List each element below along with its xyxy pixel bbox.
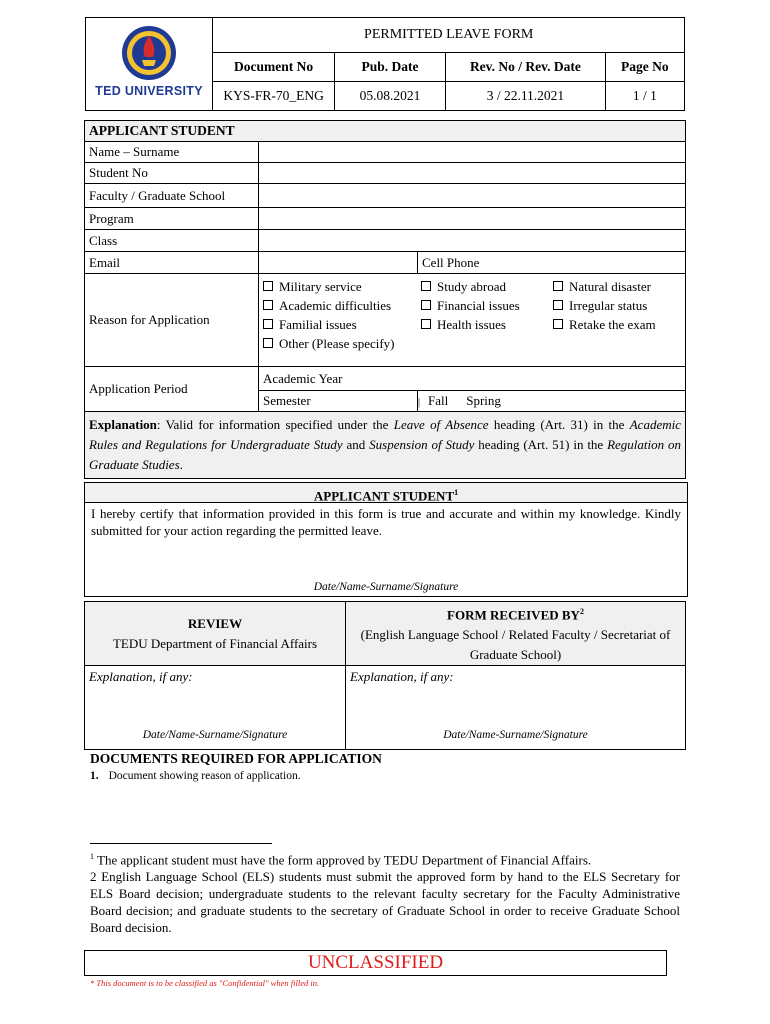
reason-retake[interactable]: Retake the exam xyxy=(553,315,656,334)
review-header: REVIEW TEDU Department of Financial Affairs xyxy=(85,602,346,666)
field-input-class[interactable] xyxy=(259,230,686,252)
field-input-faculty[interactable] xyxy=(259,184,686,208)
academic-year-label: Academic Year xyxy=(259,367,686,391)
university-logo-icon xyxy=(120,24,178,82)
checkbox-icon[interactable] xyxy=(421,300,431,310)
applicant-section-title: APPLICANT STUDENT xyxy=(85,121,686,142)
reason-health[interactable]: Health issues xyxy=(421,315,520,334)
footnote-divider xyxy=(90,843,272,844)
field-label-student-no: Student No xyxy=(85,163,259,184)
checkbox-icon[interactable] xyxy=(553,281,563,291)
field-input-program[interactable] xyxy=(259,208,686,230)
val-rev: 3 / 22.11.2021 xyxy=(446,81,606,110)
review-table xyxy=(84,601,686,750)
documents-item: 1. Document showing reason of application. xyxy=(90,770,301,782)
reason-study-abroad[interactable]: Study abroad xyxy=(421,277,520,296)
certify-box xyxy=(84,482,688,597)
col-pub-date: Pub. Date xyxy=(334,53,445,81)
field-input-name[interactable] xyxy=(259,142,686,163)
review-explanation: Explanation, if any: xyxy=(89,669,193,685)
certify-title: APPLICANT STUDENT$^1$ xyxy=(85,483,687,503)
checkbox-icon[interactable] xyxy=(421,281,431,291)
university-name: TED UNIVERSITY xyxy=(95,84,203,98)
document-header xyxy=(85,17,685,111)
reason-academic[interactable]: Academic difficulties xyxy=(263,296,395,315)
checkbox-icon[interactable] xyxy=(263,300,273,310)
checkbox-icon[interactable] xyxy=(553,319,563,329)
semester-spring[interactable]: Spring xyxy=(466,393,501,408)
val-page-no: 1 / 1 xyxy=(605,81,684,110)
received-header: FORM RECEIVED $BY^2$ (English Language School / Related Faculty / Secretariat of Graduate School) xyxy=(346,602,686,666)
form-title: PERMITTED LEAVE FORM xyxy=(213,18,685,53)
received-body[interactable] xyxy=(346,666,686,750)
explanation-paragraph: Explanation: Valid for information specified under the Leave of Absence heading (Art. 31) in the Academic Rules and Regulations for Undergraduate Study and Suspension of Study heading (Art. 51) in the Regulation on Graduate Studies. xyxy=(85,412,686,479)
logo-cell xyxy=(86,18,213,111)
checkbox-icon[interactable] xyxy=(263,338,273,348)
val-pub-date: 05.08.2021 xyxy=(334,81,445,110)
reason-military[interactable]: Military service xyxy=(263,277,395,296)
period-label: Application Period xyxy=(85,367,259,412)
applicant-table xyxy=(84,120,686,479)
classification-label: UNCLASSIFIED xyxy=(84,950,667,976)
semester-label: Semester xyxy=(259,391,418,412)
reason-label: Reason for Application xyxy=(85,274,259,367)
checkbox-icon[interactable] xyxy=(421,319,431,329)
checkbox-icon[interactable] xyxy=(263,319,273,329)
received-signature: Date/Name-Surname/Signature xyxy=(443,729,588,742)
col-document-no: Document No xyxy=(213,53,334,81)
classification-note: * This document is to be classified as "Confidential" when filled in. xyxy=(90,978,320,988)
semester-options: | Fall Spring xyxy=(418,391,686,412)
reason-financial[interactable]: Financial issues xyxy=(421,296,520,315)
footnote-1: $^1$ The applicant student must have the form approved by TEDU Department of Financial Affairs. xyxy=(90,852,592,868)
field-label-program: Program xyxy=(85,208,259,230)
review-signature: Date/Name-Surname/Signature xyxy=(142,729,288,742)
reason-other[interactable]: Other (Please specify) xyxy=(263,334,395,353)
field-label-faculty: Faculty / Graduate School xyxy=(85,184,259,208)
semester-fall[interactable]: Fall xyxy=(428,393,449,408)
reason-familial[interactable]: Familial issues xyxy=(263,315,395,334)
field-label-email: Email xyxy=(85,252,259,274)
col-page-no: Page No xyxy=(605,53,684,81)
field-label-name: Name – Surname xyxy=(85,142,259,163)
reason-natural-disaster[interactable]: Natural disaster xyxy=(553,277,656,296)
review-body[interactable] xyxy=(85,666,346,750)
footnote-2: 2 English Language School (ELS) students must submit the approved form by hand to the ELS Secretary for ELS Board decision; undergraduate students to the relevant faculty secretary for the Faculty Administrative Board decision; and graduate students to the secretary of Graduate School in order to receive Graduate School Board decision. xyxy=(90,869,680,936)
field-label-cell-phone: Cell Phone xyxy=(418,252,686,274)
documents-title: DOCUMENTS REQUIRED FOR APPLICATION xyxy=(90,751,382,766)
reason-options xyxy=(259,274,686,367)
field-label-class: Class xyxy=(85,230,259,252)
certify-text: I hereby certify that information provided in this form is true and accurate and within my knowledge. Kindly submitted for your action regarding the permitted leave. xyxy=(91,506,681,538)
field-input-email[interactable] xyxy=(259,252,418,274)
reason-irregular[interactable]: Irregular status xyxy=(553,296,656,315)
received-explanation: Explanation, if any: xyxy=(350,669,454,685)
val-document-no: KYS-FR-70_ENG xyxy=(213,81,334,110)
footnotes xyxy=(90,848,680,936)
field-input-student-no[interactable] xyxy=(259,163,686,184)
checkbox-icon[interactable] xyxy=(553,300,563,310)
checkbox-icon[interactable] xyxy=(263,281,273,291)
certify-signature: Date/Name-Surname/Signature xyxy=(313,581,459,593)
col-rev: Rev. No / Rev. Date xyxy=(446,53,606,81)
